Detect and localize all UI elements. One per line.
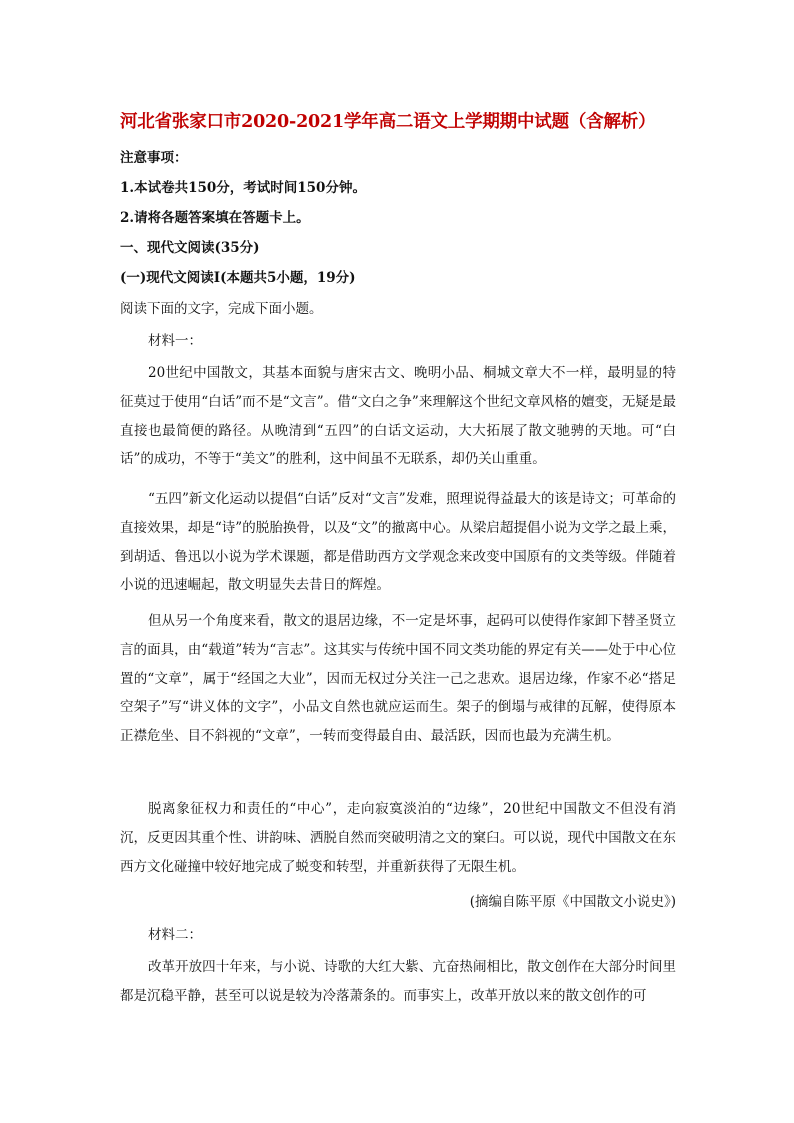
instruction: 阅读下面的文字，完成下面小题。 — [120, 301, 323, 317]
material1-source: (摘编自陈平原《中国散文小说史》) — [469, 894, 676, 910]
material1-label: 材料一： — [148, 333, 202, 349]
material1-paragraph-1: 20世纪中国散文，其基本面貌与唐宋古文、晚明小品、桐城文章大不一样，最明显的特征莫过于使用“白话”而不是“文言”。借“文白之争”来理解这个世纪文章风格的嬗变，无疑是最直接也最简便的路径。从晚清到“五四”的白话文运动，大大拓展了散文驰骋的天地。可“白话”的成功，不等于“美文”的胜利，这中间虽不无联系，却仍关山重重。 — [120, 365, 676, 468]
material1-paragraph-4: 脱离象征权力和责任的“中心”，走向寂寞淡泊的“边缘”，20世纪中国散文不但没有消沉，反更因其重个性、讲韵味、洒脱自然而突破明清之文的窠臼。可以说，现代中国散文在东西方文化碰撞中较好地完成了蜕变和转型，并重新获得了无限生机。 — [120, 801, 676, 875]
material1-paragraph-3: 但从另一个角度来看，散文的退居边缘，不一定是坏事，起码可以使得作家卸下替圣贤立言的面具，由“载道”转为“言志”。这其实与传统中国不同文类功能的界定有关——处于中心位置的“文章”，属于“经国之大业”，因而无权过分关注一己之悲欢。退居边缘，作家不必“搭足空架子”写“讲义体的文字”，小品文自然也就应运而生。架子的倒塌与戒律的瓦解，使得原本正襟危坐、目不斜视的“文章”，一转而变得最自由、最活跃，因而也最为充满生机。 — [120, 613, 676, 745]
notes-item-1: 1.本试卷共150分，考试时间150分钟。 — [120, 180, 366, 196]
material2-label: 材料二： — [148, 927, 202, 943]
notes-heading: 注意事项： — [120, 150, 188, 166]
section-subheading: (一)现代文阅读Ⅰ(本题共5小题，19分) — [120, 270, 356, 286]
section-heading: 一、现代文阅读(35分) — [120, 240, 260, 256]
document-title: 河北省张家口市2020-2021学年高二语文上学期期中试题（含解析） — [120, 112, 656, 132]
notes-item-2: 2.请将各题答案填在答题卡上。 — [120, 210, 310, 226]
material2-paragraph: 改革开放四十年来，与小说、诗歌的大红大紫、亢奋热闹相比，散文创作在大部分时间里都是沉稳平静，甚至可以说是较为冷落萧条的。而事实上，改革开放以来的散文创作的可 — [120, 959, 676, 1004]
material1-paragraph-2: “五四”新文化运动以提倡“白话”反对“文言”发难，照理说得益最大的该是诗文；可革命的直接效果，却是“诗”的脱胎换骨，以及“文”的撤离中心。从梁启超提倡小说为文学之最上乘，到胡适、鲁迅以小说为学术课题，都是借助西方文学观念来改变中国原有的文类等级。伴随着小说的迅速崛起，散文明显失去昔日的辉煌。 — [120, 491, 676, 594]
